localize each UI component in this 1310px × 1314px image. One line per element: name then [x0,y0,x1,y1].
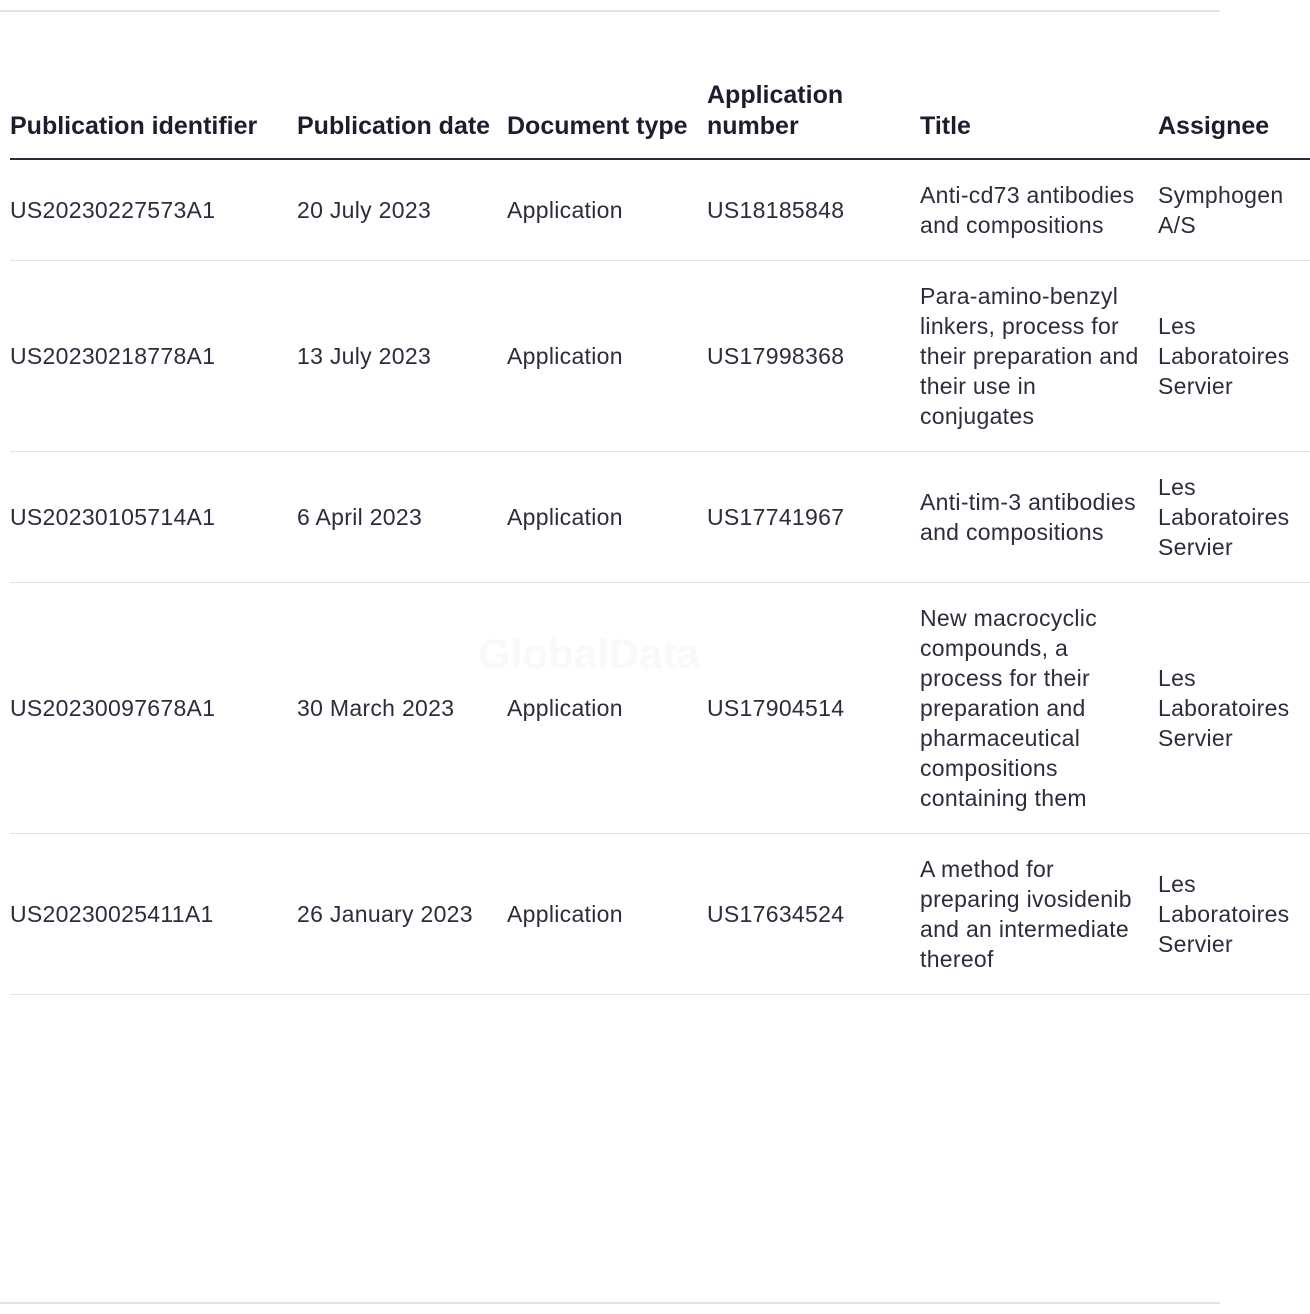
cell-title: Para-amino-benzyl linkers, process for their preparation and their use in conjugates [920,261,1158,452]
header-publication-identifier: Publication identifier [10,60,297,159]
cell-document-type: Application [507,834,707,995]
header-application-number: Application number [707,60,920,159]
cell-publication-identifier: US20230025411A1 [10,834,297,995]
cell-publication-date: 13 July 2023 [297,261,507,452]
cell-assignee: Symphogen A/S [1158,159,1310,261]
cell-document-type: Application [507,159,707,261]
header-document-type: Document type [507,60,707,159]
table-header-row [10,60,1310,159]
table-row [10,159,1310,261]
cell-assignee: Les Laboratoires Servier [1158,583,1310,834]
top-divider [0,10,1220,12]
table-row [10,261,1310,452]
watermark: GlobalData [478,630,700,677]
table-row [10,834,1310,995]
cell-application-number: US17904514 [707,583,920,834]
cell-publication-identifier: US20230097678A1 [10,583,297,834]
table-container [10,60,1290,995]
cell-title: Anti-cd73 antibodies and compositions [920,159,1158,261]
cell-publication-date: 6 April 2023 [297,452,507,583]
table-row [10,452,1310,583]
header-publication-date: Publication date [297,60,507,159]
cell-title: New macrocyclic compounds, a process for their preparation and pharmaceutical compositions containing them [920,583,1158,834]
cell-application-number: US18185848 [707,159,920,261]
cell-publication-date: 26 January 2023 [297,834,507,995]
header-assignee: Assignee [1158,60,1310,159]
cell-publication-identifier: US20230227573A1 [10,159,297,261]
table-row [10,583,1310,834]
cell-title: A method for preparing ivosidenib and an intermediate thereof [920,834,1158,995]
cell-document-type: Application [507,452,707,583]
cell-document-type: Application [507,261,707,452]
cell-application-number: US17634524 [707,834,920,995]
patent-table [10,60,1310,995]
cell-assignee: Les Laboratoires Servier [1158,834,1310,995]
cell-application-number: US17741967 [707,452,920,583]
cell-document-type: Application [507,583,707,834]
cell-publication-date: 30 March 2023 [297,583,507,834]
cell-publication-identifier: US20230105714A1 [10,452,297,583]
cell-title: Anti-tim-3 antibodies and compositions [920,452,1158,583]
cell-assignee: Les Laboratoires Servier [1158,261,1310,452]
cell-publication-identifier: US20230218778A1 [10,261,297,452]
cell-publication-date: 20 July 2023 [297,159,507,261]
cell-assignee: Les Laboratoires Servier [1158,452,1310,583]
cell-application-number: US17998368 [707,261,920,452]
header-title: Title [920,60,1158,159]
bottom-divider [0,1302,1220,1304]
